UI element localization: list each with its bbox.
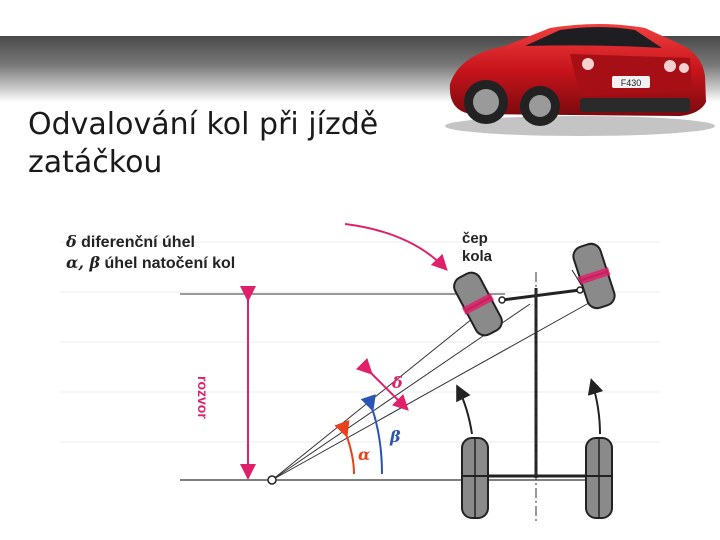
rear-left-wheel [462, 438, 488, 518]
slide-title-line-1: Odvalování kol při jízdě [28, 107, 379, 142]
kingpin-label-line-1: čep [462, 230, 488, 247]
slide-title [28, 106, 448, 182]
wheelbase-label: rozvor [195, 376, 211, 419]
legend-alpha-beta-text: úhel natočení kol [104, 255, 236, 272]
kingpin-label-line-2: kola [462, 248, 493, 265]
legend-delta-text: diferenční úhel [81, 234, 195, 251]
legend-alpha-beta-symbol: α, β [66, 253, 101, 272]
diagram-legend [66, 232, 235, 274]
slide-title-line-2: zatáčkou [28, 145, 163, 180]
kingpin-label [462, 230, 492, 266]
turning-center-point [268, 476, 276, 484]
sports-car-image [430, 14, 715, 142]
legend-delta [66, 232, 235, 253]
delta-label: δ [392, 373, 403, 392]
kingpin-joint-left [499, 297, 505, 303]
legend-alpha-beta [66, 253, 235, 274]
alpha-label: α [358, 445, 371, 464]
rear-right-wheel [586, 438, 612, 518]
kingpin-joint-right [577, 287, 583, 293]
beta-label: β [390, 427, 401, 446]
car-badge: F430 [620, 78, 642, 88]
legend-delta-symbol: δ [66, 232, 77, 251]
